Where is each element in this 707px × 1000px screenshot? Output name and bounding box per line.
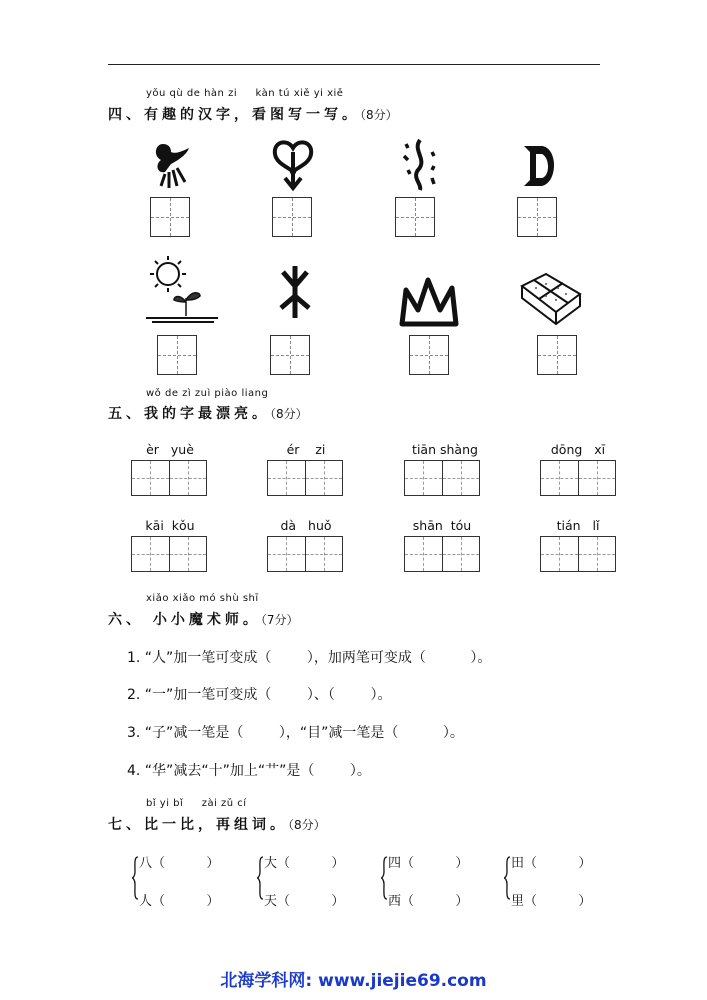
section6-pinyin: xiǎo xiǎo mó shù shī [146, 593, 259, 604]
compare-word-bottom: 西（ ） [388, 894, 469, 909]
question-1: 1. “人”加一笔可变成（ ），加两笔可变成（ ）。 [127, 650, 492, 666]
section7-pinyin: bǐ yi bǐ zài zǔ cí [146, 798, 247, 809]
word-pinyin: èr yuè [146, 442, 194, 457]
compare-word-bottom: 人（ ） [139, 894, 220, 909]
word-writing-box[interactable] [131, 460, 207, 496]
word-pinyin: ér zi [286, 442, 326, 457]
word-pinyin: tián lǐ [556, 518, 600, 533]
section6-heading: 六、 小小魔术师。（7分） [108, 612, 299, 628]
word-pinyin: dōng xī [550, 442, 606, 457]
mountain-pictograph-icon [398, 270, 460, 330]
compare-word-top: 田（ ） [511, 856, 592, 871]
word-pinyin: shān tóu [412, 518, 472, 533]
moon-pictograph-icon [512, 134, 572, 194]
brace-icon [503, 856, 511, 900]
word-pinyin: tiān shàng [412, 442, 478, 457]
word-writing-box[interactable] [540, 460, 616, 496]
writing-box[interactable] [517, 197, 557, 237]
question-2: 2. “一”加一笔可变成（ ）、（ ）。 [127, 687, 392, 703]
question-3: 3. “子”减一笔是（ ），“目”减一笔是（ ）。 [127, 725, 464, 741]
word-writing-box[interactable] [404, 536, 480, 572]
writing-box[interactable] [537, 335, 577, 375]
water-pictograph-icon [390, 134, 450, 194]
word-pinyin: kāi kǒu [145, 518, 195, 533]
compare-word-bottom: 天（ ） [264, 894, 345, 909]
writing-box[interactable] [272, 197, 312, 237]
section4-heading: 四、有趣的汉字，看图写一写。（8分） [108, 107, 398, 123]
section7-heading: 七、比一比，再组词。（8分） [108, 817, 326, 833]
word-writing-box[interactable] [540, 536, 616, 572]
word-pinyin: dà huǒ [280, 518, 332, 533]
writing-box[interactable] [270, 335, 310, 375]
brace-icon [131, 856, 139, 900]
writing-box[interactable] [395, 197, 435, 237]
word-writing-box[interactable] [267, 536, 343, 572]
writing-box[interactable] [150, 197, 190, 237]
compare-word-top: 八（ ） [139, 856, 220, 871]
footer-website[interactable]: 北海学科网: www.jiejie69.com [220, 971, 487, 991]
section4-pinyin: yǒu qù de hàn zi kàn tú xiě yi xiě [146, 88, 344, 99]
field-pictograph-icon [516, 268, 586, 330]
writing-box[interactable] [157, 335, 197, 375]
heart-pictograph-icon [263, 134, 323, 194]
wood-pictograph-icon [265, 262, 325, 322]
compare-word-top: 四（ ） [388, 856, 469, 871]
compare-word-top: 大（ ） [264, 856, 345, 871]
word-writing-box[interactable] [267, 460, 343, 496]
sun-sprout-pictograph-icon [144, 254, 220, 326]
section5-heading: 五、我的字最漂亮。（8分） [108, 406, 308, 422]
brace-icon [380, 856, 388, 900]
word-writing-box[interactable] [404, 460, 480, 496]
section5-pinyin: wǒ de zì zuì piào liang [146, 388, 269, 399]
bird-pictograph-icon [141, 134, 201, 194]
brace-icon [256, 856, 264, 900]
compare-word-bottom: 里（ ） [511, 894, 592, 909]
writing-box[interactable] [409, 335, 449, 375]
top-rule [108, 64, 600, 65]
question-4: 4. “华”减去“十”加上“艹”是（ ）。 [127, 763, 371, 779]
word-writing-box[interactable] [131, 536, 207, 572]
